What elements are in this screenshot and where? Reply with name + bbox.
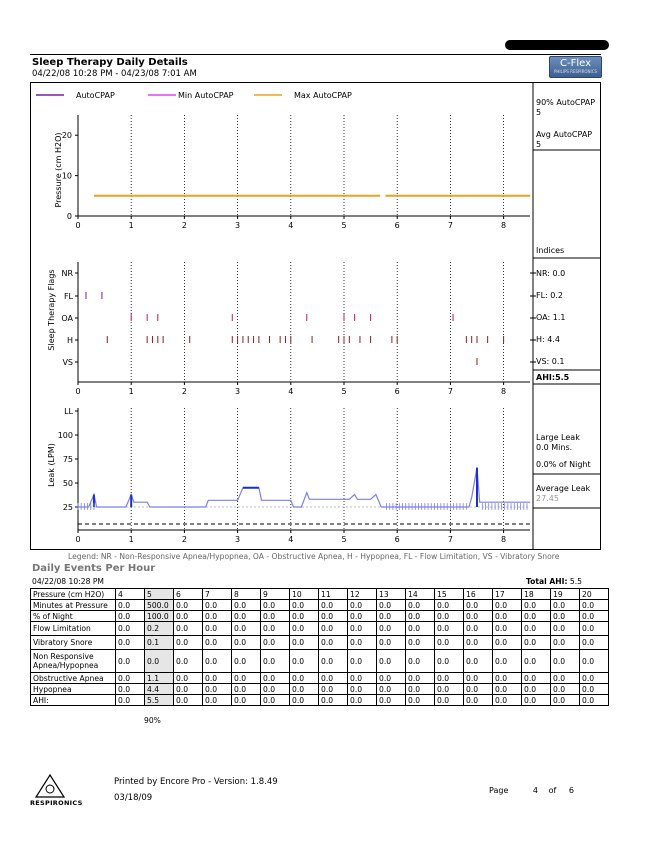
table-cell: 0.0 <box>116 684 145 695</box>
side-avg-value: 5 <box>536 140 542 149</box>
pressure-column-header: 16 <box>464 589 493 600</box>
flags-y-tick-label: OA <box>61 314 73 323</box>
table-cell: 0.0 <box>464 636 493 650</box>
flags-x-tick-label: 8 <box>501 387 507 396</box>
legend-label-autocpap: AutoCPAP <box>76 91 115 100</box>
table-cell: 0.0 <box>551 695 580 706</box>
table-cell: 0.0 <box>348 684 377 695</box>
table-cell: 0.0 <box>290 673 319 684</box>
leak-y-tick-label: LL <box>64 407 73 416</box>
leak-x-tick-label: 4 <box>288 535 294 544</box>
table-cell: 0.0 <box>319 622 348 636</box>
table-cell: 0.0 <box>464 673 493 684</box>
table-cell: 0.0 <box>174 622 203 636</box>
total-ahi <box>526 577 582 586</box>
table-cell: 0.0 <box>406 600 435 611</box>
pressure-column-header: 4 <box>116 589 145 600</box>
events-date: 04/22/08 10:28 PM <box>32 577 104 586</box>
index-h: H: 4.4 <box>536 335 560 344</box>
index-fl: FL: 0.2 <box>536 291 564 300</box>
cflex-logo-text: C-Flex <box>559 58 591 69</box>
table-cell: 0.0 <box>232 684 261 695</box>
table-cell: 0.0 <box>551 684 580 695</box>
pressure-column-header: 18 <box>522 589 551 600</box>
table-cell: 0.0 <box>348 636 377 650</box>
table-cell: 0.0 <box>174 600 203 611</box>
flags-x-tick-label: 7 <box>447 387 453 396</box>
pressure-x-tick-label: 7 <box>447 221 453 230</box>
flags-y-tick-label: NR <box>61 269 73 278</box>
table-cell: 0.0 <box>493 650 522 673</box>
large-leak-mins: 0.0 Mins. <box>536 443 573 452</box>
table-cell: 0.0 <box>290 622 319 636</box>
pressure-x-tick-label: 0 <box>75 221 81 230</box>
events-header-row <box>31 589 609 600</box>
table-cell: 0.0 <box>348 650 377 673</box>
table-row <box>31 622 609 636</box>
events-row-label: Vibratory Snore <box>31 636 116 650</box>
leak-x-tick-label: 0 <box>75 535 81 544</box>
pressure-x-tick-label: 2 <box>181 221 187 230</box>
events-row-label: Flow Limitation <box>31 622 116 636</box>
leak-x-tick-label: 6 <box>394 535 400 544</box>
table-cell: 0.0 <box>116 611 145 622</box>
events-table <box>30 588 609 706</box>
pressure-column-header: 13 <box>377 589 406 600</box>
table-cell: 0.0 <box>464 611 493 622</box>
table-row <box>31 695 609 706</box>
table-cell: 0.0 <box>203 636 232 650</box>
leak-y-tick-label: 75 <box>62 455 73 464</box>
pressure-x-tick-label: 5 <box>341 221 347 230</box>
pressure-column-header: 8 <box>232 589 261 600</box>
pressure-column-header: 9 <box>261 589 290 600</box>
pressure-column-header: 11 <box>319 589 348 600</box>
pressure-ylabel: Pressure (cm H2O) <box>54 132 63 208</box>
events-title: Daily Events Per Hour <box>32 563 156 574</box>
flags-x-tick-label: 5 <box>341 387 347 396</box>
table-cell: 0.1 <box>145 636 174 650</box>
table-cell: 0.0 <box>522 611 551 622</box>
print-date: 03/18/09 <box>114 793 153 803</box>
table-cell: 0.0 <box>493 695 522 706</box>
table-cell: 0.0 <box>435 684 464 695</box>
table-cell: 0.0 <box>174 695 203 706</box>
table-cell: 0.0 <box>522 650 551 673</box>
table-cell: 0.0 <box>319 600 348 611</box>
pressure-y-tick-label: 20 <box>61 131 72 141</box>
table-cell: 0.0 <box>174 684 203 695</box>
flags-y-tick-label: VS <box>62 358 73 367</box>
table-cell: 0.0 <box>464 622 493 636</box>
legend-label-min-autocpap: Min AutoCPAP <box>178 91 234 100</box>
index-nr: NR: 0.0 <box>536 269 566 278</box>
table-cell: 0.0 <box>348 695 377 706</box>
table-cell: 0.0 <box>522 600 551 611</box>
table-cell: 0.0 <box>145 650 174 673</box>
index-vs: VS: 0.1 <box>536 357 565 366</box>
flags-x-tick-label: 6 <box>394 387 400 396</box>
page-indicator <box>489 786 574 795</box>
table-cell: 0.0 <box>377 684 406 695</box>
pressure-column-header: 20 <box>580 589 609 600</box>
table-cell: 0.0 <box>580 684 609 695</box>
table-row <box>31 600 609 611</box>
table-cell: 0.0 <box>435 600 464 611</box>
table-cell: 0.0 <box>377 611 406 622</box>
table-cell: 0.0 <box>493 622 522 636</box>
page-title: Sleep Therapy Daily Details <box>32 57 188 68</box>
pressure-column-header: 10 <box>290 589 319 600</box>
leak-x-tick-label: 3 <box>235 535 241 544</box>
events-row-label: AHI: <box>31 695 116 706</box>
of-label: of <box>548 786 557 795</box>
table-cell: 0.0 <box>551 650 580 673</box>
table-cell: 0.0 <box>580 611 609 622</box>
table-cell: 0.0 <box>232 636 261 650</box>
table-cell: 0.0 <box>377 695 406 706</box>
table-cell: 0.0 <box>261 684 290 695</box>
large-leak-label: Large Leak <box>536 433 580 442</box>
leak-plot <box>78 468 530 510</box>
table-cell: 0.0 <box>203 673 232 684</box>
table-cell: 0.0 <box>551 600 580 611</box>
flags-x-tick-label: 1 <box>128 387 134 396</box>
table-cell: 0.0 <box>174 650 203 673</box>
table-cell: 0.0 <box>319 611 348 622</box>
table-cell: 0.0 <box>522 684 551 695</box>
table-cell: 0.0 <box>174 673 203 684</box>
pressure-column-header: 17 <box>493 589 522 600</box>
table-cell: 0.0 <box>232 600 261 611</box>
table-cell: 0.0 <box>203 622 232 636</box>
table-cell: 5.5 <box>145 695 174 706</box>
table-cell: 0.0 <box>203 684 232 695</box>
table-cell: 0.0 <box>232 650 261 673</box>
table-cell: 0.0 <box>464 650 493 673</box>
table-cell: 0.0 <box>464 600 493 611</box>
side-p90-value: 5 <box>536 108 542 117</box>
table-cell: 0.0 <box>290 600 319 611</box>
table-cell: 0.0 <box>435 650 464 673</box>
table-cell: 0.0 <box>406 650 435 673</box>
table-cell: 0.0 <box>116 622 145 636</box>
table-cell: 0.2 <box>145 622 174 636</box>
table-cell: 0.0 <box>348 611 377 622</box>
table-cell: 0.0 <box>290 684 319 695</box>
table-cell: 100.0 <box>145 611 174 622</box>
pressure-x-tick-label: 4 <box>288 221 294 230</box>
pressure-axes <box>62 115 530 230</box>
table-cell: 0.0 <box>435 611 464 622</box>
table-cell: 0.0 <box>580 673 609 684</box>
leak-x-tick-label: 8 <box>501 535 507 544</box>
table-cell: 0.0 <box>203 650 232 673</box>
page-total: 6 <box>568 786 574 795</box>
page-number: 4 <box>532 786 539 795</box>
table-cell: 0.0 <box>261 636 290 650</box>
table-cell: 0.0 <box>493 673 522 684</box>
table-cell: 0.0 <box>406 611 435 622</box>
table-cell: 0.0 <box>551 673 580 684</box>
table-cell: 0.0 <box>580 695 609 706</box>
legend-note: Legend: NR - Non-Responsive Apnea/Hypopnea, OA - Obstructive Apnea, H - Hypopnea, FL - Flow Limitation, VS - Vibratory Snore <box>68 552 560 561</box>
pressure-column-header: 6 <box>174 589 203 600</box>
table-cell: 0.0 <box>261 611 290 622</box>
flags-ylabel: Sleep Therapy Flags <box>47 269 56 351</box>
indices-title: Indices <box>536 246 565 255</box>
table-cell: 500.0 <box>145 600 174 611</box>
table-cell: 0.0 <box>493 636 522 650</box>
table-cell: 0.0 <box>493 684 522 695</box>
leak-y-tick-label: 50 <box>62 479 73 488</box>
table-cell: 0.0 <box>406 622 435 636</box>
pressure-column-header: 7 <box>203 589 232 600</box>
respironics-brand: RESPIRONICS <box>30 799 83 807</box>
flags-axes <box>61 262 536 396</box>
table-cell: 0.0 <box>377 622 406 636</box>
table-cell: 0.0 <box>203 600 232 611</box>
table-cell: 0.0 <box>522 622 551 636</box>
table-cell: 0.0 <box>406 636 435 650</box>
table-cell: 0.0 <box>551 636 580 650</box>
legend-label-max-autocpap: Max AutoCPAP <box>294 91 352 100</box>
table-cell: 0.0 <box>116 636 145 650</box>
table-cell: 0.0 <box>406 673 435 684</box>
pressure-x-tick-label: 8 <box>501 221 507 230</box>
table-cell: 0.0 <box>348 673 377 684</box>
table-row <box>31 673 609 684</box>
pressure-x-tick-label: 6 <box>394 221 400 230</box>
events-row-label: Hypopnea <box>31 684 116 695</box>
leak-axes <box>58 407 530 544</box>
table-cell: 0.0 <box>377 600 406 611</box>
printed-by: Printed by Encore Pro - Version: 1.8.49 <box>114 777 278 787</box>
pressure-y-tick-label: 10 <box>61 171 72 181</box>
flags-plot <box>86 292 504 365</box>
table-cell: 0.0 <box>116 650 145 673</box>
table-cell: 0.0 <box>319 650 348 673</box>
table-cell: 0.0 <box>435 622 464 636</box>
large-leak-pct: 0.0% of Night <box>536 460 591 469</box>
flags-x-tick-label: 2 <box>181 387 187 396</box>
table-cell: 0.0 <box>319 673 348 684</box>
table-cell: 1.1 <box>145 673 174 684</box>
flags-y-tick-label: FL <box>63 292 73 301</box>
table-cell: 0.0 <box>290 636 319 650</box>
pressure-x-tick-label: 1 <box>128 221 134 230</box>
flags-x-tick-label: 3 <box>235 387 241 396</box>
table-cell: 0.0 <box>174 636 203 650</box>
events-row-label: Non Responsive Apnea/Hypopnea <box>31 650 116 673</box>
table-row <box>31 650 609 673</box>
table-cell: 0.0 <box>464 695 493 706</box>
cflex-logo-subtext: PHILIPS RESPIRONICS <box>553 69 598 74</box>
leak-x-tick-label: 7 <box>447 535 453 544</box>
pressure-x-tick-label: 3 <box>235 221 241 230</box>
events-row-label: Obstructive Apnea <box>31 673 116 684</box>
leak-y-tick-label: 25 <box>62 503 73 512</box>
events-row-label: % of Night <box>31 611 116 622</box>
table-cell: 0.0 <box>261 622 290 636</box>
flags-x-tick-label: 4 <box>288 387 294 396</box>
flags-x-tick-label: 0 <box>75 387 81 396</box>
table-cell: 0.0 <box>203 611 232 622</box>
table-cell: 0.0 <box>348 622 377 636</box>
index-oa: OA: 1.1 <box>536 313 566 322</box>
pressure-column-header: 19 <box>551 589 580 600</box>
table-cell: 0.0 <box>319 695 348 706</box>
table-cell: 0.0 <box>319 636 348 650</box>
table-cell: 0.0 <box>493 600 522 611</box>
table-cell: 0.0 <box>348 600 377 611</box>
table-cell: 0.0 <box>290 650 319 673</box>
table-cell: 0.0 <box>174 611 203 622</box>
date-range: 04/22/08 10:28 PM - 04/23/08 7:01 AM <box>32 69 197 79</box>
table-cell: 0.0 <box>232 673 261 684</box>
table-cell: 0.0 <box>232 622 261 636</box>
side-avg-label: Avg AutoCPAP <box>536 130 593 139</box>
table-cell: 0.0 <box>580 600 609 611</box>
index-ahi: AHI:5.5 <box>536 373 570 382</box>
leak-line <box>78 468 530 507</box>
table-cell: 0.0 <box>435 673 464 684</box>
table-cell: 0.0 <box>551 622 580 636</box>
table-cell: 0.0 <box>522 673 551 684</box>
pressure-column-header: 14 <box>406 589 435 600</box>
table-cell: 0.0 <box>116 600 145 611</box>
avg-leak-value: 27.45 <box>536 494 559 503</box>
table-cell: 0.0 <box>203 695 232 706</box>
table-cell: 0.0 <box>116 673 145 684</box>
page-label: Page <box>489 786 509 795</box>
table-cell: 0.0 <box>464 684 493 695</box>
table-cell: 0.0 <box>580 636 609 650</box>
pressure-column-header: 12 <box>348 589 377 600</box>
p90-marker: 90% <box>144 716 161 725</box>
table-cell: 4.4 <box>145 684 174 695</box>
events-row-label: Minutes at Pressure <box>31 600 116 611</box>
avg-leak-label: Average Leak <box>536 484 591 493</box>
leak-x-tick-label: 2 <box>181 535 187 544</box>
table-cell: 0.0 <box>435 695 464 706</box>
table-cell: 0.0 <box>493 611 522 622</box>
events-row-label: Pressure (cm H2O) <box>31 589 116 600</box>
leak-x-tick-label: 1 <box>128 535 134 544</box>
table-cell: 0.0 <box>435 636 464 650</box>
flags-y-tick-label: H <box>66 336 73 345</box>
table-cell: 0.0 <box>232 695 261 706</box>
table-cell: 0.0 <box>580 622 609 636</box>
table-cell: 0.0 <box>290 695 319 706</box>
table-cell: 0.0 <box>261 695 290 706</box>
table-cell: 0.0 <box>406 684 435 695</box>
side-p90-label: 90% AutoCPAP <box>536 98 596 107</box>
table-cell: 0.0 <box>580 650 609 673</box>
table-cell: 0.0 <box>261 600 290 611</box>
table-cell: 0.0 <box>319 684 348 695</box>
table-cell: 0.0 <box>116 695 145 706</box>
table-cell: 0.0 <box>377 673 406 684</box>
leak-ylabel: Leak (LPM) <box>47 443 56 487</box>
total-ahi-label: Total AHI: <box>526 577 568 586</box>
table-cell: 0.0 <box>290 611 319 622</box>
total-ahi-value: 5.5 <box>569 577 582 586</box>
table-cell: 0.0 <box>551 611 580 622</box>
table-row <box>31 636 609 650</box>
table-row <box>31 611 609 622</box>
table-cell: 0.0 <box>261 673 290 684</box>
table-cell: 0.0 <box>522 636 551 650</box>
table-row <box>31 684 609 695</box>
pressure-y-tick-label: 0 <box>66 212 72 221</box>
table-cell: 0.0 <box>232 611 261 622</box>
table-cell: 0.0 <box>377 636 406 650</box>
leak-x-tick-label: 5 <box>341 535 347 544</box>
table-cell: 0.0 <box>261 650 290 673</box>
table-cell: 0.0 <box>377 650 406 673</box>
table-cell: 0.0 <box>522 695 551 706</box>
pressure-column-header: 15 <box>435 589 464 600</box>
leak-y-tick-label: 100 <box>57 431 73 440</box>
table-cell: 0.0 <box>406 695 435 706</box>
pressure-column-header: 5 <box>145 589 174 600</box>
